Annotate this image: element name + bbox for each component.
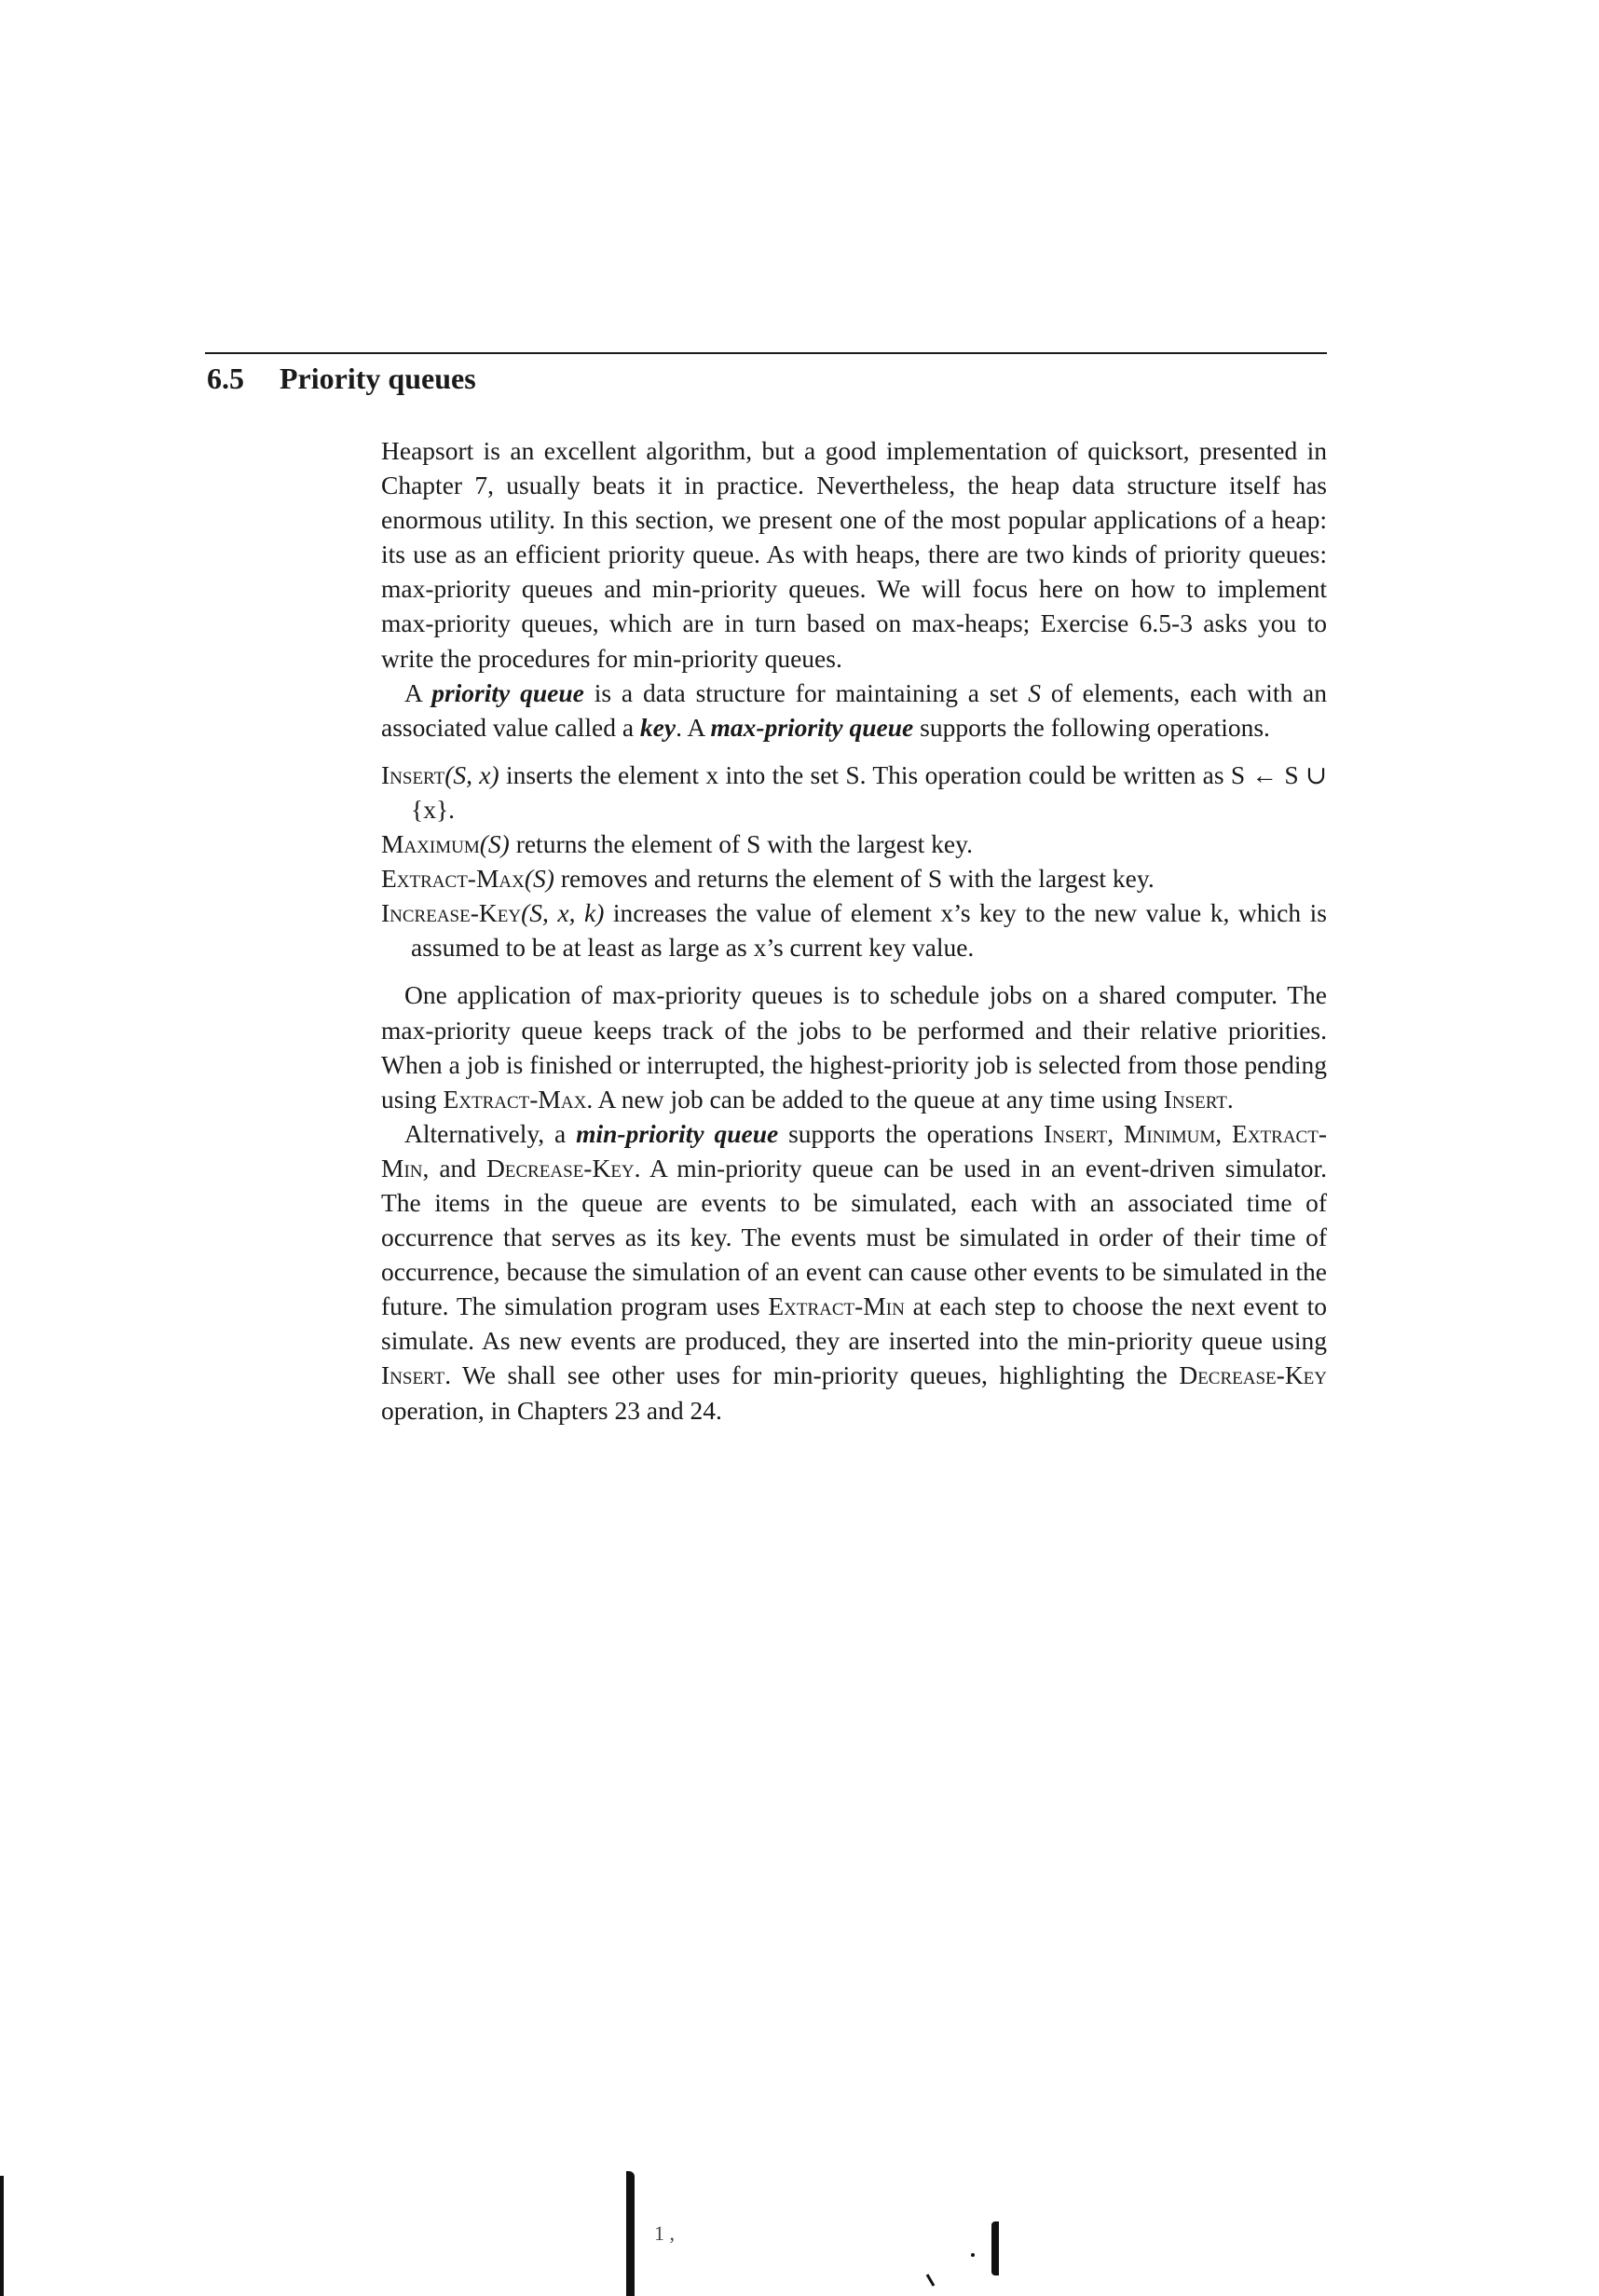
text-run: ,: [1107, 1118, 1124, 1148]
text-run: supports the operations: [778, 1118, 1045, 1148]
min-priority-paragraph: [381, 1116, 1327, 1428]
definition-paragraph: [381, 676, 1327, 745]
operation-signature: (S): [524, 864, 554, 894]
procedure-name: Extract-Min: [768, 1292, 905, 1321]
text-run: Alternatively, a: [404, 1118, 577, 1148]
procedure-name: Extract-Max: [443, 1084, 587, 1114]
term-max-priority-queue: max-priority queue: [710, 712, 914, 742]
operations-list: [381, 758, 1327, 965]
section-heading: [207, 356, 476, 401]
procedure-name: Insert: [1044, 1118, 1108, 1148]
text-run: . We shall see other uses for min-priority queues, highlighting the: [444, 1360, 1180, 1390]
text-run: . A: [676, 712, 711, 742]
scan-binding-mark: [626, 2171, 635, 2296]
text-run: A: [404, 677, 432, 707]
procedure-name: Insert: [381, 1360, 445, 1390]
page-mark: 1 ,: [654, 2221, 675, 2245]
text-run: ,: [1215, 1118, 1233, 1148]
text-run: is a data structure for maintaining a set: [583, 677, 1029, 707]
scan-speck: [926, 2274, 936, 2287]
text-run: .: [1226, 1084, 1234, 1114]
operation-description: increases the value of element x’s key to the new value k, which is assumed to be at least as large as x’s current key value.: [411, 898, 1327, 963]
text-run: supports the following operations.: [913, 712, 1270, 742]
procedure-name: Decrease-Key: [486, 1153, 635, 1182]
operation-description: removes and returns the element of S with the largest key.: [554, 864, 1155, 894]
operation-description: returns the element of S with the largest key.: [509, 829, 973, 859]
operation-item: [381, 895, 1327, 964]
term-key: key: [639, 712, 676, 742]
intro-paragraph: Heapsort is an excellent algorithm, but a good implementation of quicksort, presented in Chapter 7, usually beats it in practice. Nevertheless, the heap data structure itself has enormous utility. In this section, we present one of the most popular applications of a heap: its use as an efficient priority queue. As with heaps, there are two kinds of priority queues: max-priority queues and min-priority queues. We will focus here on how to implement max-priority queues, which are in turn based on max-heaps; Exercise 6.5-3 asks you to write the procedures for min-priority queues.: [381, 436, 1327, 673]
text-run: operation, in Chapters 23 and 24.: [381, 1395, 722, 1425]
operation-item: [381, 827, 1327, 861]
section-title: Priority queues: [280, 362, 476, 395]
text-run: of elements, each with an associated value called a: [381, 677, 1328, 742]
operation-item: [381, 758, 1327, 827]
procedure-name: Decrease-Key: [1179, 1360, 1327, 1390]
operation-signature: (S): [479, 829, 510, 859]
procedure-name: Extract-Min: [381, 1118, 1327, 1182]
procedure-name: Minimum: [1123, 1118, 1216, 1148]
text-run: , and: [422, 1153, 486, 1182]
term-priority-queue: priority queue: [431, 677, 584, 707]
scheduling-paragraph: [381, 977, 1327, 1115]
term-min-priority-queue: min-priority queue: [576, 1118, 779, 1148]
text-run: One application of max-priority queues is to schedule jobs on a shared computer. The max-priority queue keeps track of the jobs to be performed and their relative priorities. When a job is finished or interrupted, the highest-priority job is selected from those pending using: [381, 980, 1327, 1114]
scan-binding-mark: [991, 2221, 999, 2276]
text-run: . A min-priority queue can be used in an event-driven simulator. The items in the queue are events to be simulated, each with an associated time of occurrence that serves as its key. The events must be simulated in order of their time of occurrence, because the simulation of an event can cause other events to be simulated in the future. The simulation program uses: [381, 1153, 1327, 1321]
math-var: S: [1028, 677, 1042, 707]
operation-item: [381, 861, 1327, 895]
scan-speck: [971, 2253, 975, 2257]
section-rule: [205, 352, 1327, 354]
section-body: [381, 433, 1327, 1428]
operation-name: Maximum: [381, 829, 480, 859]
text-run: . A new job can be added to the queue at any time using: [586, 1084, 1164, 1114]
operation-signature: (S, x): [444, 759, 499, 789]
procedure-name: Insert: [1163, 1084, 1227, 1114]
text-run: at each step to choose the next event to simulate. As new events are produced, they are inserted into the min-priority queue using: [381, 1292, 1327, 1356]
operation-name: Increase-Key: [381, 898, 522, 928]
section-number: 6.5: [207, 362, 244, 395]
scan-edge-mark: [0, 2176, 4, 2296]
operation-description: inserts the element x into the set S. This operation could be written as S ← S ∪ {x}.: [411, 759, 1327, 824]
operation-name: Extract-Max: [381, 864, 525, 894]
operation-name: Insert: [381, 759, 445, 789]
operation-signature: (S, x, k): [521, 898, 605, 928]
